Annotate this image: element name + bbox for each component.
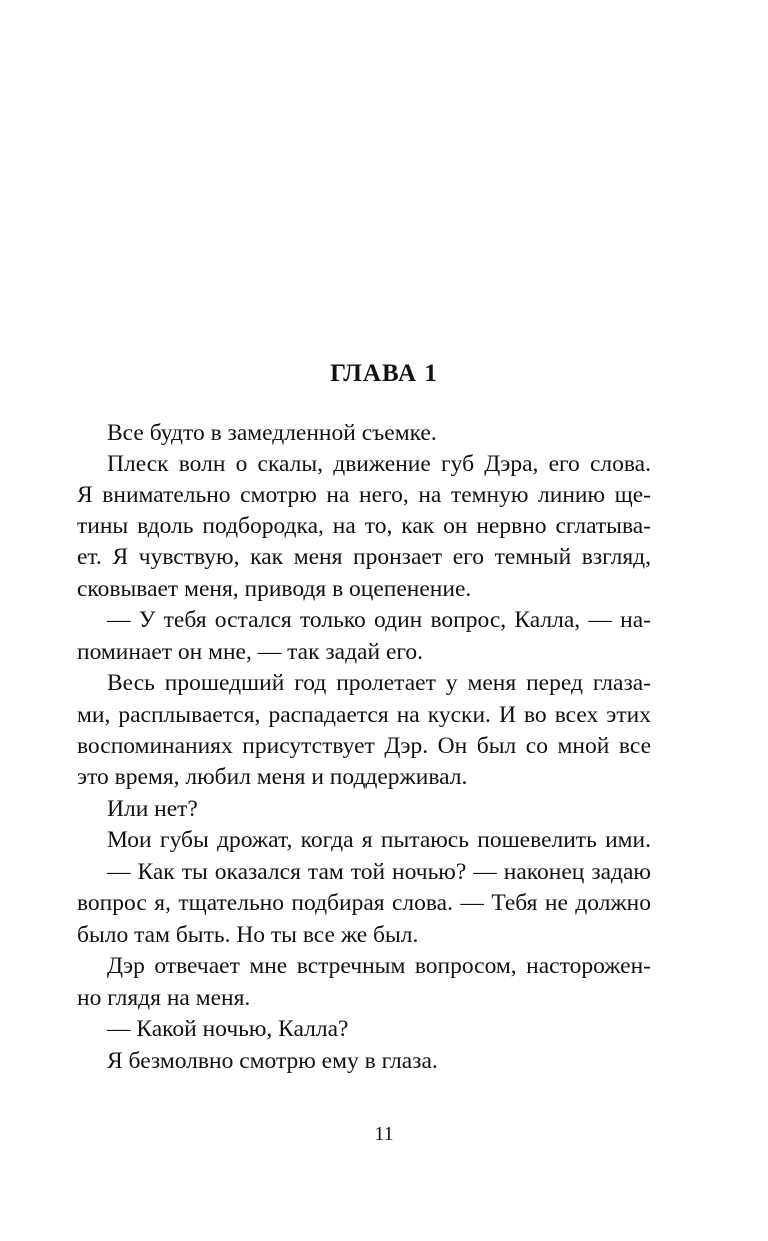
text-line: Я безмолвно смотрю ему в глаза. xyxy=(107,1048,438,1074)
text-line: — Как ты оказался там той ночью? — наконец задаю xyxy=(107,859,651,885)
text-line: сковывает меня, приводя в оцепенение. xyxy=(77,576,472,602)
text-line: это время, любил меня и поддерживал. xyxy=(77,764,468,790)
text-line: воспоминаниях присутствует Дэр. Он был со мной все xyxy=(77,733,651,759)
text-line: Дэр отвечает мне встречным вопросом, насторожен- xyxy=(107,953,651,979)
text-line: Мои губы дрожат, когда я пытаюсь пошевелить ими. xyxy=(107,827,651,853)
text-line: ми, расплывается, распадается на куски. И во всех этих xyxy=(77,702,651,728)
text-line: но глядя на меня. xyxy=(77,985,251,1011)
page-number: 11 xyxy=(374,1123,394,1145)
text-line: тины вдоль подбородка, на то, как он нервно сглатыва- xyxy=(77,513,651,539)
text-line: Весь прошедший год пролетает у меня перед глаза- xyxy=(107,670,651,696)
text-line: Или нет? xyxy=(107,796,198,822)
text-line: Все будто в замедленной съемке. xyxy=(107,420,437,446)
text-line: — У тебя остался только один вопрос, Калла, — на- xyxy=(107,607,651,633)
text-line: было там быть. Но ты все же был. xyxy=(77,922,419,948)
text-line: — Какой ночью, Калла? xyxy=(107,1016,349,1042)
text-line: вопрос я, тщательно подбирая слова. — Тебя не должно xyxy=(77,890,651,916)
text-line: Плеск волн о скалы, движение губ Дэра, его слова. xyxy=(107,451,651,477)
text-line: поминает он мне, — так задай его. xyxy=(77,639,424,665)
text-line: ет. Я чувствую, как меня пронзает его темный взгляд, xyxy=(77,544,651,570)
text-line: Я внимательно смотрю на него, на темную линию ще- xyxy=(77,482,651,508)
chapter-title: ГЛАВА 1 xyxy=(330,360,438,387)
